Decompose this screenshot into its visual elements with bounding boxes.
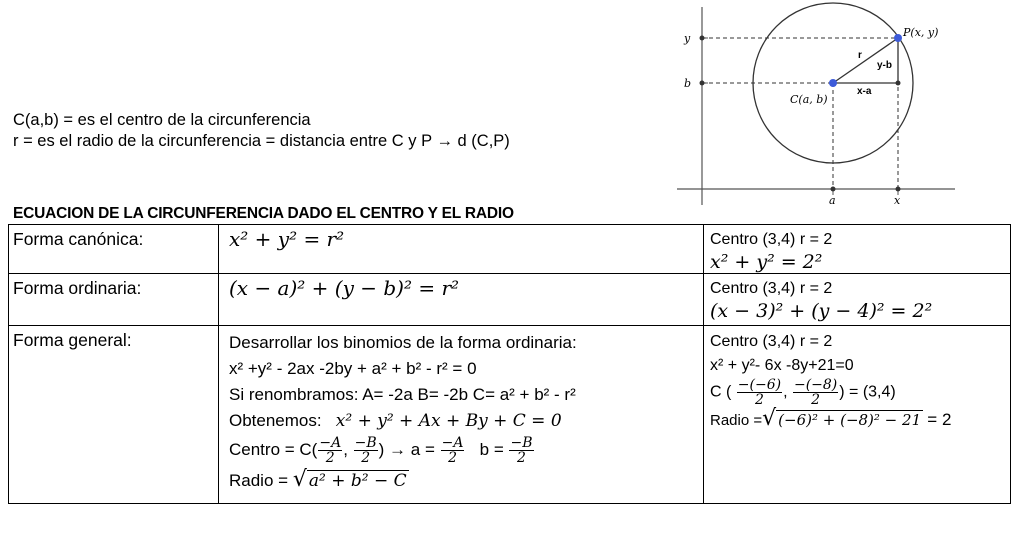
ordinaria-formula: (x − a)² + (y − b)² = r² (219, 274, 704, 326)
frac-ex-b: $\frac{-(-8)}{2}$ (793, 377, 838, 408)
canonica-formula: x² + y² = r² (219, 225, 704, 274)
example-equation: (x − 3)² + (y − 4)² = 2² (710, 300, 933, 322)
frac-ex-a: $\frac{-(-6)}{2}$ (737, 377, 782, 408)
point-p (894, 34, 902, 42)
row-label: Forma ordinaria: (9, 274, 219, 326)
radio-prefix: Radio = (229, 471, 289, 490)
label-y: y (684, 32, 691, 45)
label-a: a (829, 194, 836, 207)
arrow-icon: → (436, 132, 453, 150)
definition-radius-end: d (C,P) (457, 132, 510, 150)
example-c: C ( $\frac{-(-6)}{2}$ , $\frac{-(-8)}{2}$ ) = (3,4) (710, 377, 896, 408)
obtenemos-label: Obtenemos: (229, 411, 322, 430)
label-r: r (858, 50, 862, 61)
definitions (13, 110, 510, 152)
sqrt-icon: √ (292, 467, 307, 492)
centro-prefix: Centro = C( (229, 439, 318, 459)
general-example (704, 326, 1011, 504)
example-equation: x² + y²- 6x -8y+21=0 (710, 357, 854, 374)
general-line-4 (229, 408, 703, 434)
point-c (829, 79, 837, 87)
radio-expr: a² + b² − C (308, 471, 407, 491)
example-radio: Radio =√ (−6)² + (−8)² − 21 = 2 (710, 406, 952, 431)
definition-radius (13, 131, 510, 152)
table-row-canonica (9, 225, 1011, 274)
equations-table (8, 224, 1011, 504)
canonica-example (704, 225, 1011, 274)
frac-b: $\frac{-B}{2}$ (354, 435, 377, 466)
centro-b-eq: b = (479, 439, 504, 459)
label-b: b (684, 77, 692, 90)
frac-a-value: $\frac{-A}{2}$ (441, 435, 464, 466)
general-centro: Centro = C( $\frac{-A}{2}$ , $\frac{-B}{2}$ ) → a = $\frac{-A}{2}$ b = $\frac{-B}{2}$ (229, 435, 533, 466)
label-p: P(x, y) (903, 26, 939, 39)
circle-diagram (672, 2, 957, 207)
label-c: C(a, b) (790, 93, 828, 106)
label-x: x (894, 194, 901, 207)
definition-center: C(a,b) = es el centro de la circunferencia (13, 111, 311, 129)
general-line-3: Si renombramos: A= -2a B= -2b C= a² + b² - r² (229, 385, 576, 404)
general-line-2: x² +y² - 2ax -2by + a² + b² - r² = 0 (229, 359, 477, 378)
example-equation: x² + y² = 2² (710, 251, 823, 273)
label-yb: y-b (877, 60, 892, 71)
general-line-1: Desarrollar los binomios de la forma ordinaria: (229, 333, 577, 352)
sqrt-icon: √ (762, 406, 777, 431)
table-row-ordinaria (9, 274, 1011, 326)
row-label: Forma general: (9, 326, 219, 504)
row-label: Forma canónica: (9, 225, 219, 274)
general-radio (229, 467, 703, 494)
example-center: Centro (3,4) r = 2 (710, 280, 833, 297)
example-center: Centro (3,4) r = 2 (710, 231, 833, 248)
ordinaria-example (704, 274, 1011, 326)
general-development (219, 326, 704, 504)
table-row-general (9, 326, 1011, 504)
centro-mid: ) → a = (378, 439, 435, 459)
section-title: ECUACION DE LA CIRCUNFERENCIA DADO EL CENTRO Y EL RADIO (13, 205, 514, 222)
definition-radius-text: r = es el radio de la circunferencia = distancia entre C y P (13, 132, 432, 150)
frac-b-value: $\frac{-B}{2}$ (510, 435, 533, 466)
general-equation: x² + y² + Ax + By + C = 0 (335, 411, 562, 431)
frac-a: $\frac{-A}{2}$ (319, 435, 342, 466)
label-xa: x-a (857, 86, 872, 97)
example-center: Centro (3,4) r = 2 (710, 333, 833, 350)
